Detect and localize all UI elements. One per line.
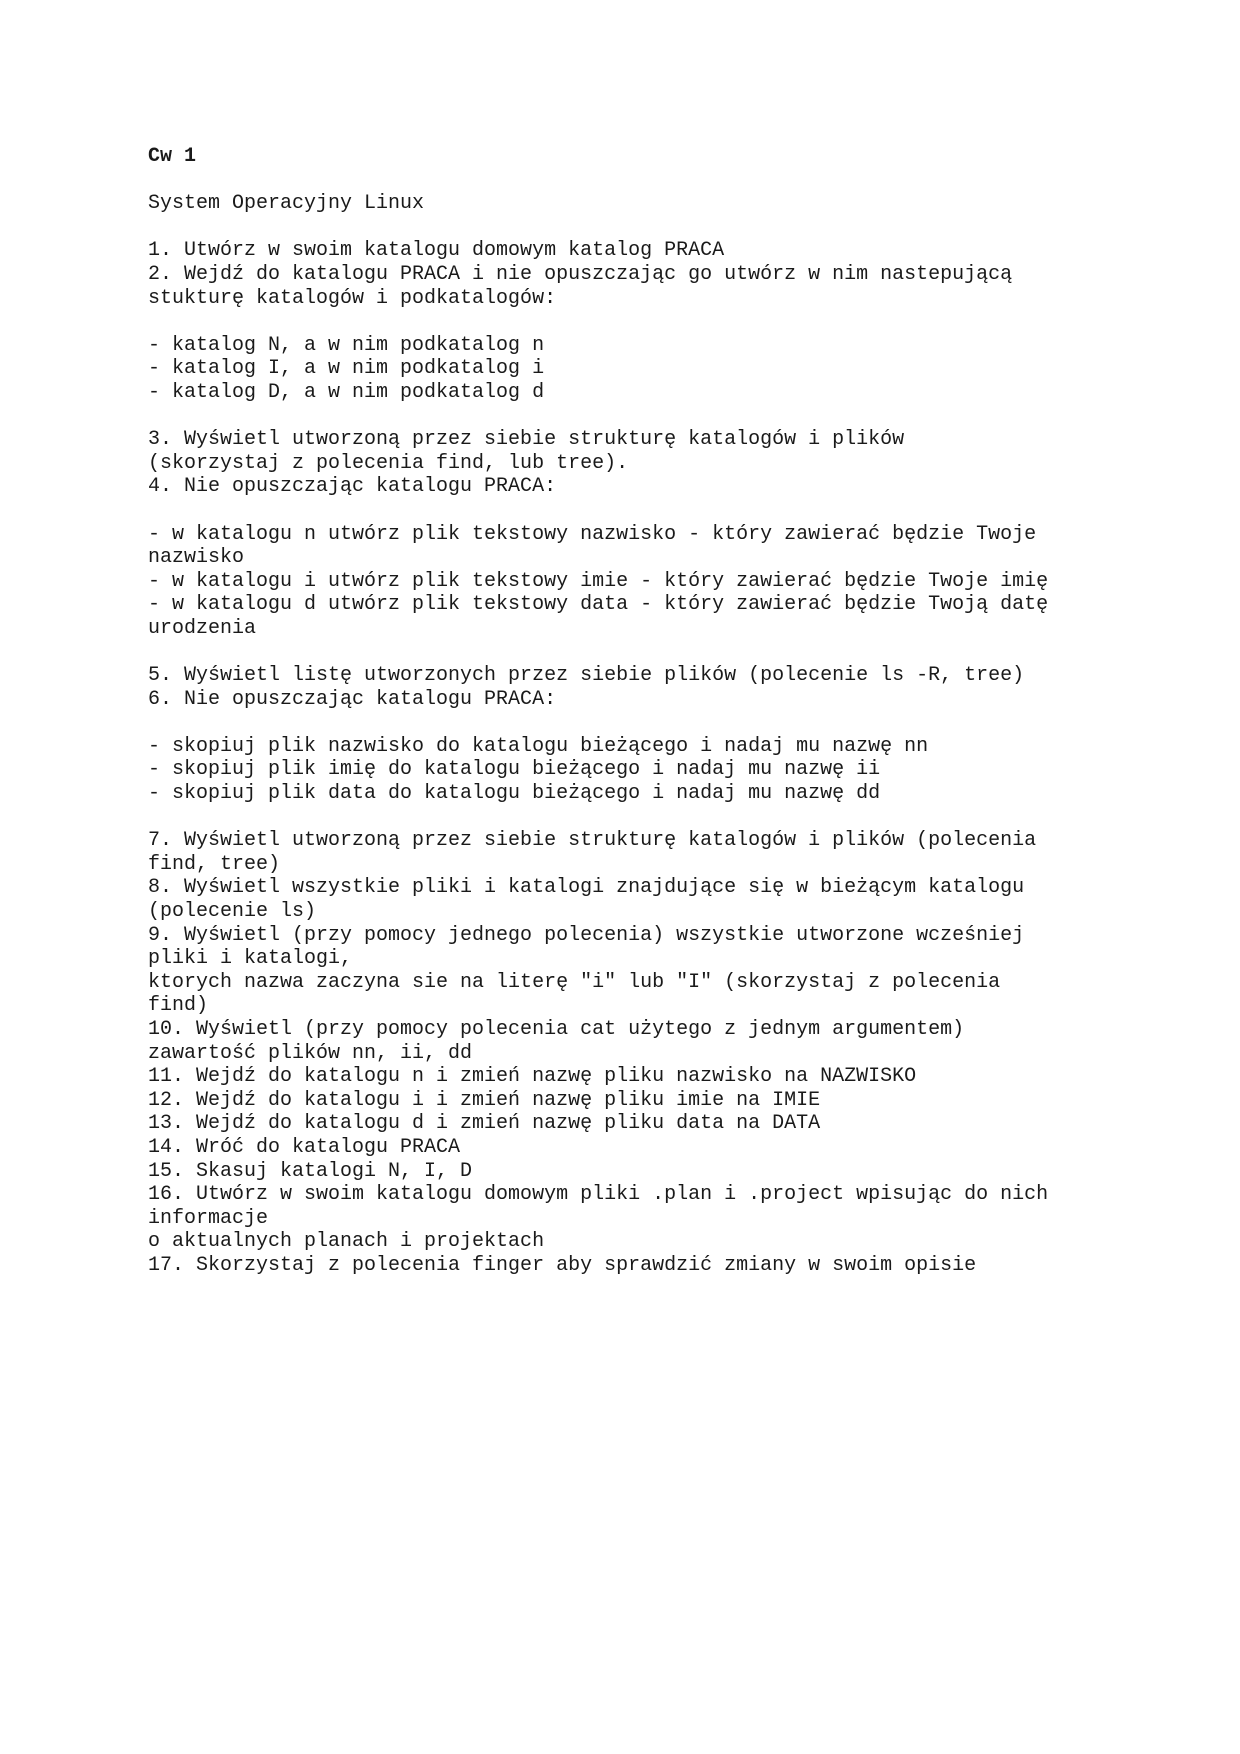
task-line: 4. Nie opuszczając katalogu PRACA: <box>148 475 557 499</box>
task-line: find, tree) <box>148 852 281 876</box>
task-line: o aktualnych planach i projektach <box>148 1230 545 1254</box>
task-line: 6. Nie opuszczając katalogu PRACA: <box>148 687 557 711</box>
task-line: stukturę katalogów i podkatalogów: <box>148 286 557 310</box>
task-line: 17. Skorzystaj z polecenia finger aby sprawdzić zmiany w swoim opisie <box>148 1253 977 1277</box>
list-item: - skopiuj plik nazwisko do katalogu bieżącego i nadaj mu nazwę nn <box>148 734 929 758</box>
task-line: 1. Utwórz w swoim katalogu domowym katalog PRACA <box>148 239 725 263</box>
list-item: - w katalogu d utwórz plik tekstowy data - który zawierać będzie Twoją datę <box>148 593 1049 617</box>
document-subtitle: System Operacyjny Linux <box>148 192 425 216</box>
task-line: (polecenie ls) <box>148 900 317 923</box>
list-item: nazwisko <box>148 546 245 570</box>
task-line: pliki i katalogi, <box>148 947 353 971</box>
exercise-title: Cw 1 <box>148 145 197 168</box>
spacer <box>148 310 1098 334</box>
task-line: 13. Wejdź do katalogu d i zmień nazwę pliku data na DATA <box>148 1112 821 1136</box>
task-line: 9. Wyświetl (przy pomocy jednego polecenia) wszystkie utworzone wcześniej <box>148 923 1025 947</box>
list-item: - skopiuj plik imię do katalogu bieżącego i nadaj mu nazwę ii <box>148 758 881 782</box>
task-line: 12. Wejdź do katalogu i i zmień nazwę pliku imie na IMIE <box>148 1088 821 1112</box>
list-item: - skopiuj plik data do katalogu bieżącego i nadaj mu nazwę dd <box>148 782 881 806</box>
task-line: 14. Wróć do katalogu PRACA <box>148 1135 461 1159</box>
list-item: - w katalogu i utwórz plik tekstowy imie - który zawierać będzie Twoje imię <box>148 569 1049 593</box>
task-line: 15. Skasuj katalogi N, I, D <box>148 1159 473 1183</box>
spacer <box>148 711 1098 735</box>
list-item: - w katalogu n utwórz plik tekstowy nazwisko - który zawierać będzie Twoje <box>148 522 1037 546</box>
task-line: find) <box>148 994 209 1018</box>
list-item: - katalog D, a w nim podkatalog d <box>148 380 545 404</box>
spacer <box>148 806 1098 830</box>
task-line: 8. Wyświetl wszystkie pliki i katalogi znajdujące się w bieżącym katalogu <box>148 876 1025 900</box>
task-line: (skorzystaj z polecenia find, lub tree). <box>148 451 629 475</box>
task-line: 3. Wyświetl utworzoną przez siebie strukturę katalogów i plików <box>148 428 905 452</box>
task-line: ktorych nazwa zaczyna sie na literę "i" lub "I" (skorzystaj z polecenia <box>148 970 1001 994</box>
task-line: 16. Utwórz w swoim katalogu domowym pliki .plan i .project wpisując do nich <box>148 1183 1049 1207</box>
spacer <box>148 405 1098 429</box>
list-item: urodzenia <box>148 616 257 640</box>
task-line: 10. Wyświetl (przy pomocy polecenia cat użytego z jednym argumentem) <box>148 1017 965 1041</box>
task-line: 11. Wejdź do katalogu n i zmień nazwę pliku nazwisko na NAZWISKO <box>148 1065 917 1089</box>
spacer <box>148 216 1098 240</box>
spacer <box>148 640 1098 664</box>
task-line: zawartość plików nn, ii, dd <box>148 1041 473 1065</box>
spacer <box>148 169 1098 193</box>
task-line: 5. Wyświetl listę utworzonych przez siebie plików (polecenie ls -R, tree) <box>148 664 1025 688</box>
list-item: - katalog N, a w nim podkatalog n <box>148 333 545 357</box>
task-line: informacje <box>148 1206 269 1230</box>
list-item: - katalog I, a w nim podkatalog i <box>148 357 545 381</box>
task-line: 2. Wejdź do katalogu PRACA i nie opuszczając go utwórz w nim nastepującą <box>148 262 1013 286</box>
task-line: 7. Wyświetl utworzoną przez siebie strukturę katalogów i plików (polecenia <box>148 829 1037 853</box>
spacer <box>148 499 1098 523</box>
document-page <box>148 145 1098 1278</box>
